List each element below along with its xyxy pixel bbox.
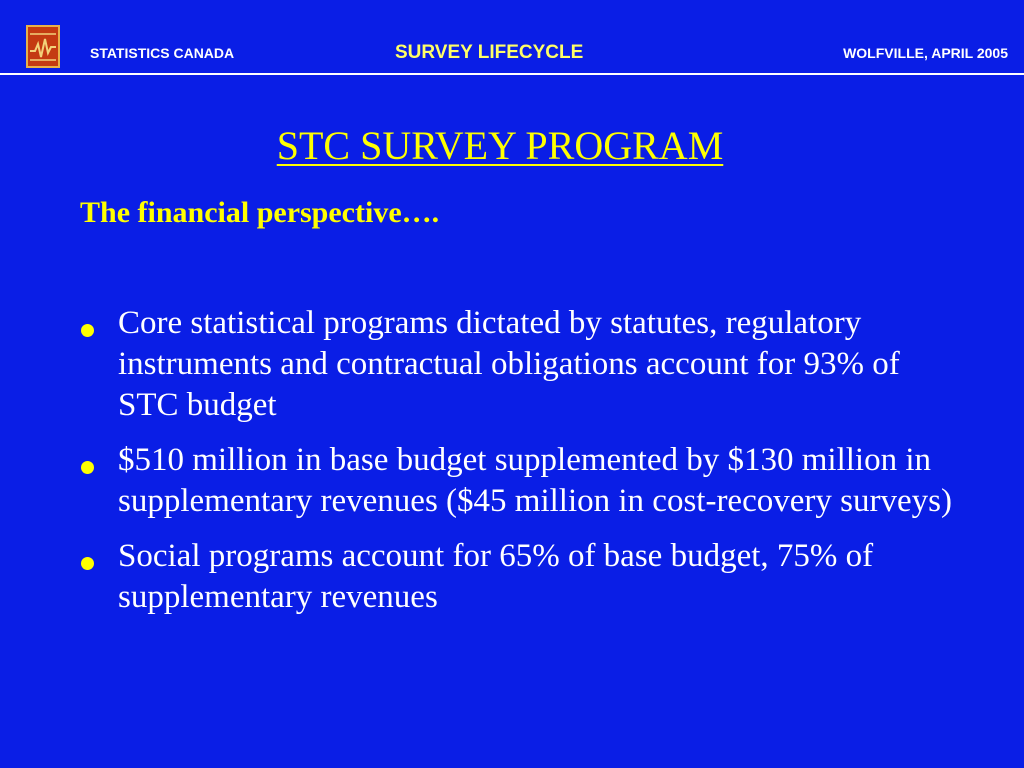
bullet-item [78,440,958,522]
header-organization: STATISTICS CANADA [90,45,235,61]
slide-title: STC SURVEY PROGRAM [276,123,724,168]
bullet-dot-icon [81,324,94,337]
bullet-text: Core statistical programs dictated by statutes, regulatory instruments and contractual obligations account for 93% of STC budget [118,305,900,423]
header-divider [0,73,1024,75]
bullet-list [78,303,958,632]
statcan-logo-icon [26,25,60,68]
slide-header [0,0,1024,76]
bullet-item [78,536,958,618]
header-location-date: WOLFVILLE, APRIL 2005 [843,45,1008,61]
bullet-dot-icon [81,557,94,570]
slide-subtitle: The financial perspective…. [80,196,440,229]
bullet-text: $510 million in base budget supplemented by $130 million in supplementary revenues ($45 million in cost-recovery surveys) [118,442,952,519]
bullet-dot-icon [81,461,94,474]
bullet-text: Social programs account for 65% of base budget, 75% of supplementary revenues [118,538,874,615]
bullet-item [78,303,958,426]
header-topic: SURVEY LIFECYCLE [395,42,584,63]
